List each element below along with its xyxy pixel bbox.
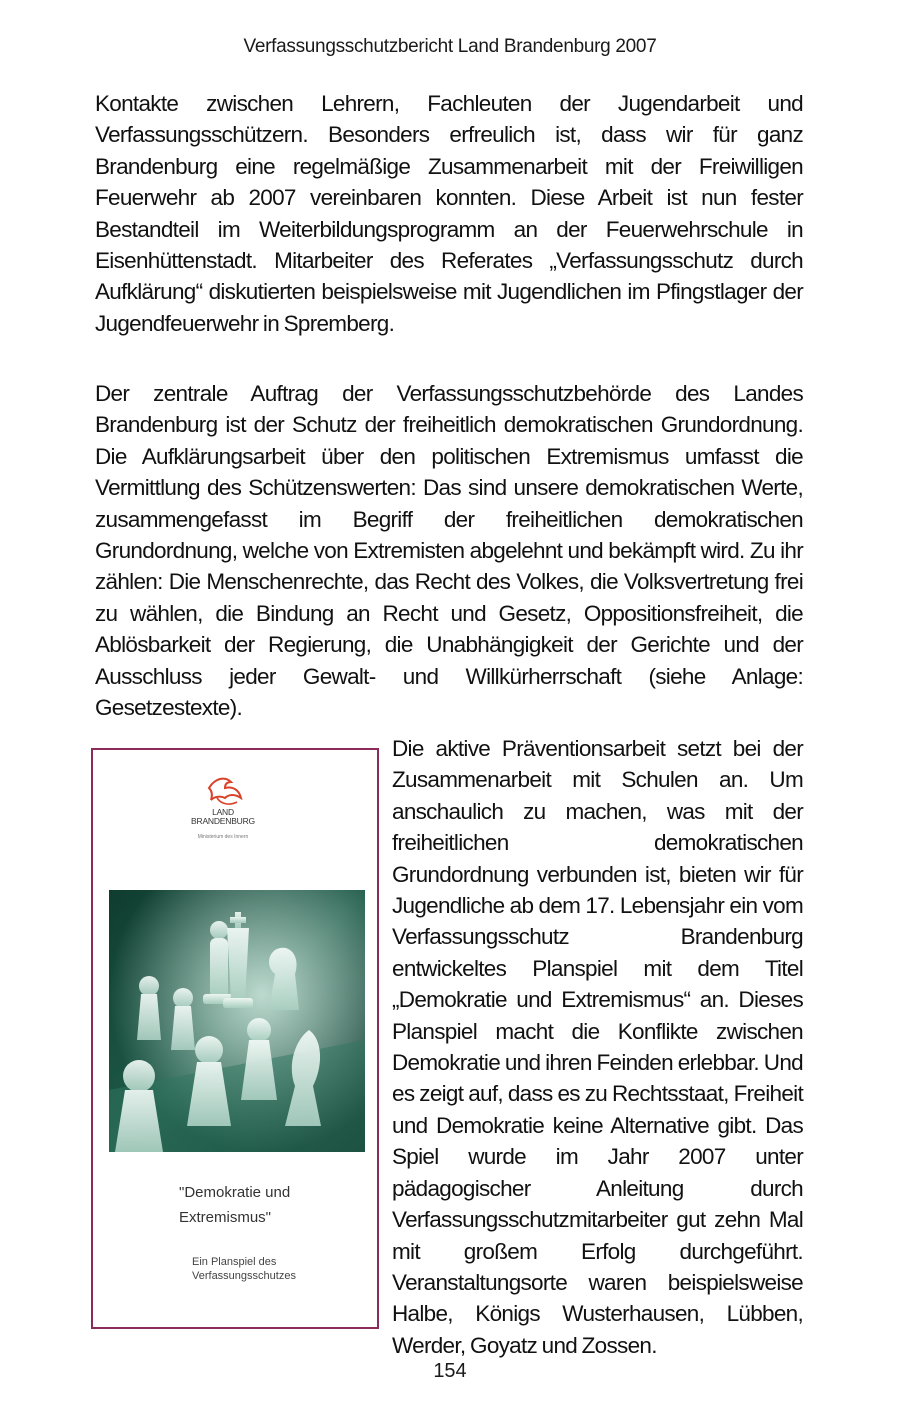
brochure-title: "Demokratie und Extremismus" [179,1184,291,1226]
chess-pieces-photo [109,890,365,1152]
brandenburg-logo-text: LAND BRANDENBURG [191,807,255,826]
paragraph-prevention: Die aktive Präventionsarbeit setzt bei der Zusammenarbeit mit Schulen an. Um anschaulich zu machen, was mit der freiheitlichen demokratischen Grundordnung verbunden ist, bieten wir für Jugendliche ab dem 17. Lebensjahr ein vom Verfassungsschutz Brandenburg entwickeltes Planspiel mit dem Titel „Demokratie und Extremismus“ an. Dieses Planspiel macht die Konflikte zwischen Demokratie und ihren Feinden erlebbar. Und es zeigt auf, dass es zu Rechtsstaat, Freiheit und Demokratie keine Alternative gibt. Das Spiel wurde im Jahr 2007 unter pädagogischer Anleitung durch Verfassungsschutzmitarbeiter gut zehn Mal mit großem Erfolg durchgeführt. Veranstaltungsorte waren beispielsweise Halbe, Königs Wusterhausen, Lübben, Werder, Goyatz und Zossen. [392,736,803,1358]
ministry-label: Ministerium des Innern [197,834,249,840]
brochure-subtitle: Ein Planspiel des Verfassungsschutzes [192,1256,296,1282]
running-header: Verfassungsschutzbericht Land Brandenburg 2007 [243,36,657,57]
brochure-cover-image [91,748,379,1329]
paragraph-contacts: Kontakte zwischen Lehrern, Fachleuten der Jugendarbeit und Verfassungsschützern. Besonders erfreulich ist, dass wir für ganz Brandenburg eine regelmäßige Zusammenarbeit mit der Freiwilligen Feuerwehr ab 2007 vereinbaren konnten. Diese Arbeit ist nun fester Bestandteil im Weiterbildungsprogramm an der Feuerwehrschule in Eisenhüttenstadt. Mitarbeiter des Referates „Verfassungsschutz durch Aufklärung“ diskutierten beispielsweise mit Jugendlichen im Pfingstlager der Jugendfeuerwehr in Spremberg. [95,91,803,336]
paragraph-mission: Der zentrale Auftrag der Verfassungsschutzbehörde des Landes Brandenburg ist der Schutz der freiheitlich demokratischen Grundordnung. Die Aufklärungsarbeit über den politischen Extremismus umfasst die Vermittlung des Schützenswerten: Das sind unsere demokratischen Werte, zusammengefasst im Begriff der freiheitlichen demokratischen Grundordnung, welche von Extremisten abgelehnt und bekämpft wird. Zu ihr zählen: Die Menschenrechte, das Recht des Volkes, die Volksvertretung frei zu wählen, die Bindung an Recht und Gesetz, Oppositionsfreiheit, die Ablösbarkeit der Regierung, die Unabhängigkeit der Gerichte und der Ausschluss jeder Gewalt- und Willkürherrschaft (siehe Anlage: Gesetzestexte). [95,381,803,721]
page-number: 154 [433,1360,467,1382]
